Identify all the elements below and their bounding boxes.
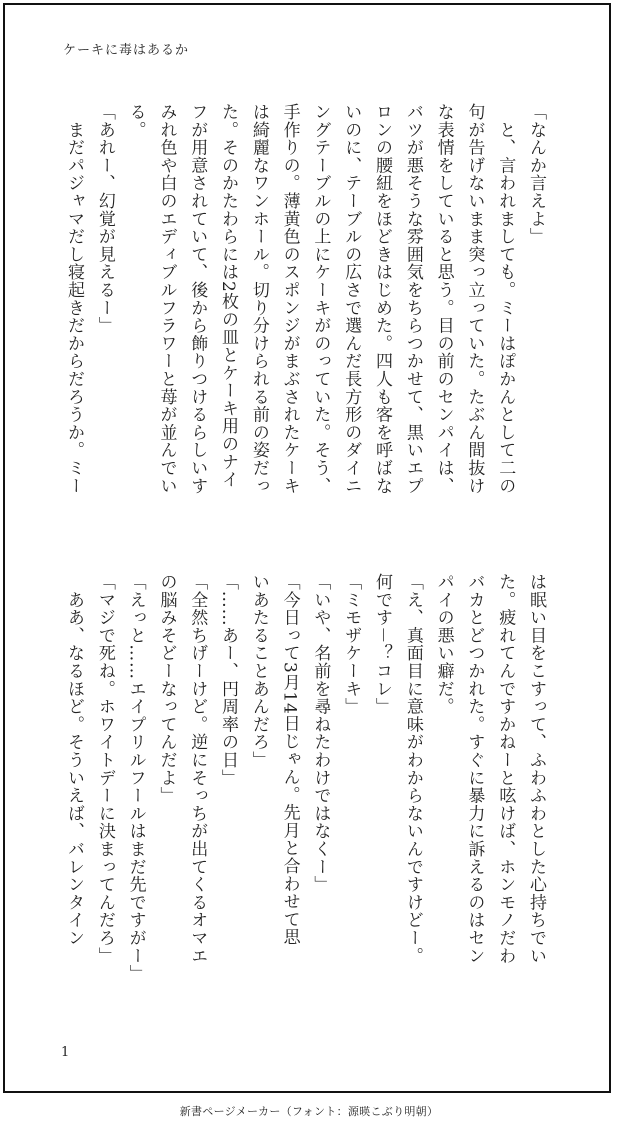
text-line: ああ、なるほど。そういえば、バレンタイン [64,573,85,947]
text-line: 「全然ちげーけど。逆にそっちが出てくるオマエ [187,573,208,965]
text-line: 「ミモザケーキ」 [341,573,362,716]
text-line: パイの悪い癖だ。 [433,573,454,716]
text-line: いのに、テーブルの広さで選んだ長方形のダイニ [341,103,362,495]
text-line: 「あれー、幻覚が見えるー」 [94,103,115,335]
text-line: た。そのかたわらには2枚の皿とケーキ用のナイ [218,103,239,489]
text-line: 句が告げないまま突っ立っていた。たぶん間抜け [464,103,485,495]
text-line: 「……あー、円周率の日」 [218,573,239,787]
text-line: た。疲れてんですかねーと呟けば、ホンモノだわ [495,573,516,965]
text-line: 「いや、名前を尋ねたわけではなくー」 [310,573,331,894]
text-line: フが用意されていて、後から飾りつけるらしいす [187,103,208,495]
text-line: は綺麗なワンホール。切り分けられる前の姿だっ [248,103,269,495]
text-line: 「マジで死ね。ホワイトデーに決まってんだろ」 [94,573,115,965]
text-line: みれ色や白のエディブルフラワーと苺が並んでい [156,103,177,495]
page-frame [3,3,611,1093]
text-line: いあたることあんだろ」 [248,573,269,769]
text-line: の脳みそどーなってんだよ」 [156,573,177,805]
text-line: 「え、真面目に意味がわからないんですけどー。 [402,573,423,965]
page-number: 1 [61,1045,70,1060]
text-line: と、言われましても。ミーはぽかんとして二の [495,103,516,495]
text-line: 何です－？コレ」 [372,573,393,716]
text-line: 「なんか言えよ」 [526,103,546,246]
text-line: バツが悪そうな雰囲気をちらつかせて、黒いエプ [402,103,423,495]
text-line: ロンの腰紐をほどきはじめた。四人も客を呼ばな [372,103,393,495]
text-line: 手作りの。薄黄色のスポンジがまぶされたケーキ [279,103,300,495]
footer-credit: 新書ページメーカー（フォント：源暎こぶり明朝） [179,1105,439,1118]
upper-text-block [51,103,551,529]
lower-text-block [51,573,551,1023]
text-line: な表情をしていると思う。目の前のセンパイは、 [433,103,454,495]
text-line: バカとどつかれた。すぐに暴力に訴えるのはセン [464,573,485,965]
text-line: まだパジャマだし寝起きだからだろうか。ミー [64,103,85,495]
text-line: 「えっと……エイプリルフールはまだ先ですがー」 [125,573,146,983]
text-line: は眠い目をこすって、ふわふわとした心持ちでい [526,573,546,965]
text-line: 「今日って3月14日じゃん。先月と合わせて思 [279,573,300,947]
text-line: ングテーブルの上にケーキがのっていた。そう、 [310,103,331,495]
running-title: ケーキに毒はあるか [63,43,190,58]
text-line: る。 [125,103,146,139]
